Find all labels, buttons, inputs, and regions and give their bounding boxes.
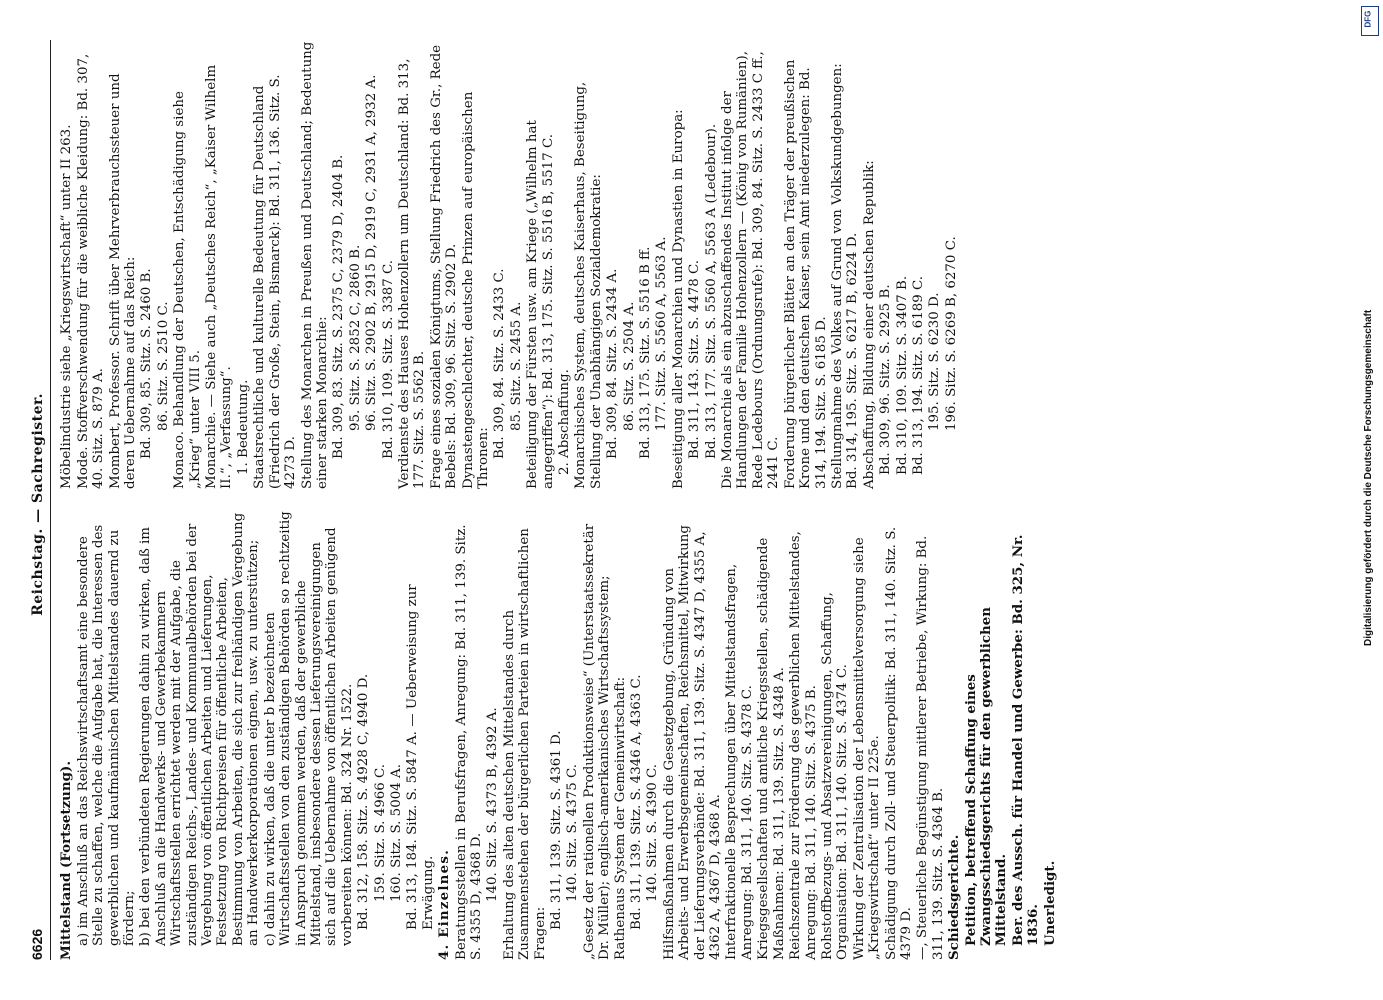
entry-text: Frage eines sozialen Königtums, Stellung Friedrich des Gr., Rede Bebels: Bd. 309, 96. Sitz. S. 2902 D. bbox=[428, 44, 460, 489]
columns bbox=[59, 40, 1059, 960]
entry-ref: Bd. 309, 85. Sitz. S. 2460 B. bbox=[139, 268, 155, 459]
entry-ref: Bd. 311, 143. Sitz. S. 4478 C. bbox=[687, 259, 703, 459]
entry-ref: Bd. 313, 184. Sitz. S. 5847 A. — Ueberweisung zur Erwägung. bbox=[405, 584, 436, 930]
entry-text: Verdienste des Hauses Hohenzollern um Deutschland: Bd. 313, 177. Sitz. S. 5562 B. bbox=[396, 58, 428, 489]
entry-text: Interfraktionelle Besprechungen über Mittelstandsfragen, Anregung: Bd. 311, 140. Sitz. S. 4378 C. bbox=[724, 563, 755, 960]
entry-text: Beseitigung aller Monarchien und Dynastien in Europa: bbox=[670, 109, 686, 489]
entry-ref: Bd. 312, 158. Sitz. S. 4928 C, 4940 D. bbox=[356, 673, 372, 930]
entry-status: Unerledigt. bbox=[1041, 860, 1058, 946]
entry-ref: 177. Sitz. S. 5560 A, 5563 A. bbox=[654, 236, 670, 431]
dfg-logo-text: DFG bbox=[1363, 10, 1373, 28]
entry-ref: Bd. 309, 83. Sitz. S. 2375 C, 2379 D, 2404 B. bbox=[331, 154, 347, 459]
entry-ref: 95. Sitz. S. 2852 C, 2860 B. bbox=[347, 244, 363, 431]
entry-text: c) dahin zu wirken, daß die unter b bezeichneten Wirtschaftsstellen von den zuständigen Behörden so rechtzeitig in Anspruch genommen werden, daß der gewerbliche Mittelstand, insbesondere dessen Lieferungsvereinigungen sich auf die Uebernahme von öffentlichen Arbeiten genügend vorbereiten können: Bd. 324 Nr. 1522. bbox=[262, 511, 355, 946]
left-column bbox=[59, 511, 1059, 960]
entry-text: Monarchisches System, deutsches Kaiserhaus, Beseitigung, Stellung der Unabhängigen Sozialdemokratie: bbox=[573, 81, 604, 489]
entry-text: Forderung bürgerlicher Blätter an den Träger der preußischen Krone und den deutschen Kaiser, sein Amt niederzulegen: Bd. 314, 194. Sitz. S. 6185 D. bbox=[782, 59, 829, 489]
entry-heading: Mittelstand (Fortsetzung). bbox=[58, 760, 75, 960]
entry-text: Monaco. Behandlung der Deutschen, Entschädigung siehe „Krieg“ unter VIII 5. bbox=[172, 91, 203, 489]
page-number: 6626 bbox=[29, 928, 45, 960]
entry-ref: Ber. des Aussch. für Handel und Gewerbe: Bd. 325, Nr. 1836. bbox=[1009, 534, 1042, 946]
entry-text: Abschaffung, Bildung einer deutschen Republik: bbox=[861, 160, 877, 489]
entry-text: Beteiligung der Fürsten usw. am Kriege („Wilhelm hat angegriffen“): Bd. 313, 175. Sitz. S. 5516 B, 5517 C. bbox=[525, 120, 556, 489]
entry-ref: 160. Sitz. S. 5004 A. bbox=[388, 764, 404, 902]
entry-ref: 140. Sitz. S. 4390 C. bbox=[645, 763, 661, 902]
entry-ref: Bd. 309, 96. Sitz. S. 2925 B. bbox=[878, 284, 894, 475]
entry-ref: 140. Sitz. S. 4373 B, 4392 A. bbox=[485, 707, 501, 902]
entry-text: a) im Anschluß an das Reichswirtschaftsamt eine besondere Stelle zu schaffen, welche die Aufgabe hat, die Interessen des gewerblichen und kaufmännischen Mittelstandes dauernd zu fördern; bbox=[75, 524, 138, 946]
entry-text: Erhaltung des alten deutschen Mittelstandes durch Zusammenstehen der bürgerlichen Parteien in wirtschaftlichen Fragen: bbox=[501, 528, 548, 960]
digitization-note-text: Digitalisierung gefördert durch die Deutsche Forschungsgemeinschaft bbox=[1363, 309, 1374, 646]
entry-ref: 159. Sitz. S. 4966 C. bbox=[372, 763, 388, 902]
entry-text: Schädigung durch Zoll- und Steuerpolitik: Bd. 311, 140. Sitz. S. 4379 D. bbox=[883, 526, 914, 960]
section-heading: 2. Abschaffung. bbox=[557, 369, 572, 475]
entry-ref: Bd. 311, 139. Sitz. S. 4346 A, 4363 C. bbox=[629, 674, 645, 930]
entry-ref: 86. Sitz. S. 2510 C. bbox=[155, 301, 171, 431]
entry-text: Dynastengeschlechter, deutsche Prinzen auf europäischen Thronen: bbox=[460, 91, 491, 489]
entry-ref: Bd. 311, 139. Sitz. S. 4361 D. bbox=[549, 730, 564, 930]
section-heading: 4. Einzelnes. bbox=[436, 849, 453, 960]
entry-text: Stellungnahme des Volkes auf Grund von Volkskundgebungen: Bd. 314, 195. Sitz. S. 6217 B, 6224 D. bbox=[829, 63, 861, 489]
entry-text: Petition, betreffend Schaffung eines Zwangsschiedsgerichts für den gewerblichen Mittelstand. bbox=[962, 606, 1010, 946]
entry-heading: Schiedsgerichte. bbox=[946, 834, 963, 960]
entry-ref: Bd. 313, 177. Sitz. S. 5560 A, 5563 A (Ledebour). bbox=[703, 123, 719, 459]
entry-ref: Bd. 309, 84. Sitz. S. 2434 A. bbox=[605, 268, 621, 459]
entry-text: Staatsrechtliche und kulturelle Bedeutung für Deutschland (Friedrich der Große, Stein, Bismarck): Bd. 311, 136. Sitz. S. 4273 D. bbox=[252, 74, 299, 489]
entry-text: Möbelindustrie siehe „Kriegswirtschaft“ unter II 263. bbox=[59, 124, 75, 489]
entry-text: Kriegsgesellschaften und amtliche Kriegsstellen, schädigende Maßnahmen: Bd. 311, 139. Sitz. S. 4348 A. bbox=[756, 537, 787, 960]
page-title: Reichstag. — Sachregister. bbox=[30, 392, 46, 616]
entry-text: b) bei den verbündeten Regierungen dahin zu wirken, daß im Anschluß an die Handwerks- und Gewerbekammern Wirtschaftsstellen errichtet werden mit der Aufgabe, die zuständigen Reichs-, Landes- und Kommunalbehörden bei der Vergebung von öffentlichen Arbeiten und Lieferungen, Festsetzung von Richtpreisen für öffentliche Arbeiten, Bestimmung von Arbeiten, die sich zur freihändigen Vergebung an Handwerkerkorporationen eignen, usw. zu unterstützen; bbox=[138, 512, 262, 946]
entry-ref: 195. Sitz. S. 6230 D. bbox=[927, 292, 943, 431]
entry-text: Wirkung der Zentralisation der Lebensmittelversorgung siehe „Kriegswirtschaft“ unter II 225e. bbox=[851, 537, 883, 960]
digitization-note bbox=[1363, 6, 1377, 994]
entry-text: Rohstoffbezugs- und Absatzvereinigungen, Schaffung, Organisation: Bd. 311, 140. Sitz. S. 4374 C. bbox=[819, 592, 851, 960]
entry-ref: 140. Sitz. S. 4375 C. bbox=[565, 763, 581, 902]
entry-text: —, Steuerliche Begünstigung mittlerer Betriebe, Wirkung: Bd. 311, 139. Sitz. S. 4364 B. bbox=[915, 535, 946, 960]
entry-ref: Bd. 310, 109. Sitz. S. 3407 B. bbox=[894, 275, 910, 475]
entry-ref: 85. Sitz. S. 2455 A. bbox=[508, 301, 524, 431]
entry-text: Hilfsmaßnahmen durch die Gesetzgebung, Gründung von Arbeits- und Erwerbsgemeinschaften, Reichsmittel, Mitwirkung der Lieferungsverbände: Bd. 311, 139. Sitz. S. 4347 D, 4355 A, 4362 A, 4367 D, 4368 A. bbox=[661, 525, 724, 960]
entry-ref: 196. Sitz. S. 6269 B, 6270 C. bbox=[943, 236, 959, 431]
entry-text: Monarchie. — Siehe auch „Deutsches Reich“, „Kaiser Wilhelm II.“, „Verfassung“. bbox=[204, 64, 235, 489]
entry-ref: 86. Sitz. S. 2504 A. bbox=[621, 301, 637, 431]
entry-ref: Bd. 313, 175. Sitz. S. 5516 B ff. bbox=[638, 246, 654, 459]
right-column bbox=[59, 40, 1059, 489]
page-header bbox=[30, 40, 51, 960]
entry-ref: Bd. 309, 84. Sitz. S. 2433 C. bbox=[492, 268, 508, 459]
entry-text: „Gesetz der rationellen Produktionsweise“ (Unterstaatssekretär Dr. Müller); englisch-amerikanisches Wirtschaftssystem; Rathenaus System der Gemeinwirtschaft: bbox=[581, 523, 628, 960]
entry-ref: 96. Sitz. S. 2902 B, 2915 D, 2919 C, 2931 A, 2932 A. bbox=[364, 74, 380, 431]
entry-text: Mode. Stoffverschwendung für die weibliche Kleidung: Bd. 307, 40. Sitz. S. 879 A. bbox=[75, 53, 107, 489]
entry-text: Beratungsstellen in Berufsfragen, Anregung: Bd. 311, 139. Sitz. S. 4355 D, 4368 D. bbox=[453, 524, 484, 960]
entry-ref: Bd. 310, 109. Sitz. S. 3387 C. bbox=[380, 259, 396, 459]
entry-text: Reichszentrale zur Förderung des gewerblichen Mittelstandes, Anregung: Bd. 311, 140. Sitz. S. 4375 B. bbox=[788, 531, 819, 960]
section-heading: 1. Bedeutung. bbox=[235, 379, 251, 475]
entry-text: Mombert, Professor. Schrift über Mehrverbrauchssteuer und deren Uebernahme auf das Reich: bbox=[107, 73, 139, 489]
entry-ref: Bd. 313, 194. Sitz. S. 6189 C. bbox=[910, 275, 926, 475]
entry-text: Die Monarchie als ein abzuschaffendes Institut infolge der Handlungen der Familie Hohenzollern — (König von Rumänien), Rede Ledebours (Ordnungsrufe): Bd. 309, 84. Sitz. S. 2433 C ff., 2441 C. bbox=[720, 51, 782, 489]
entry-text: Stellung des Monarchen in Preußen und Deutschland; Bedeutung einer starken Monarchie: bbox=[299, 41, 330, 489]
